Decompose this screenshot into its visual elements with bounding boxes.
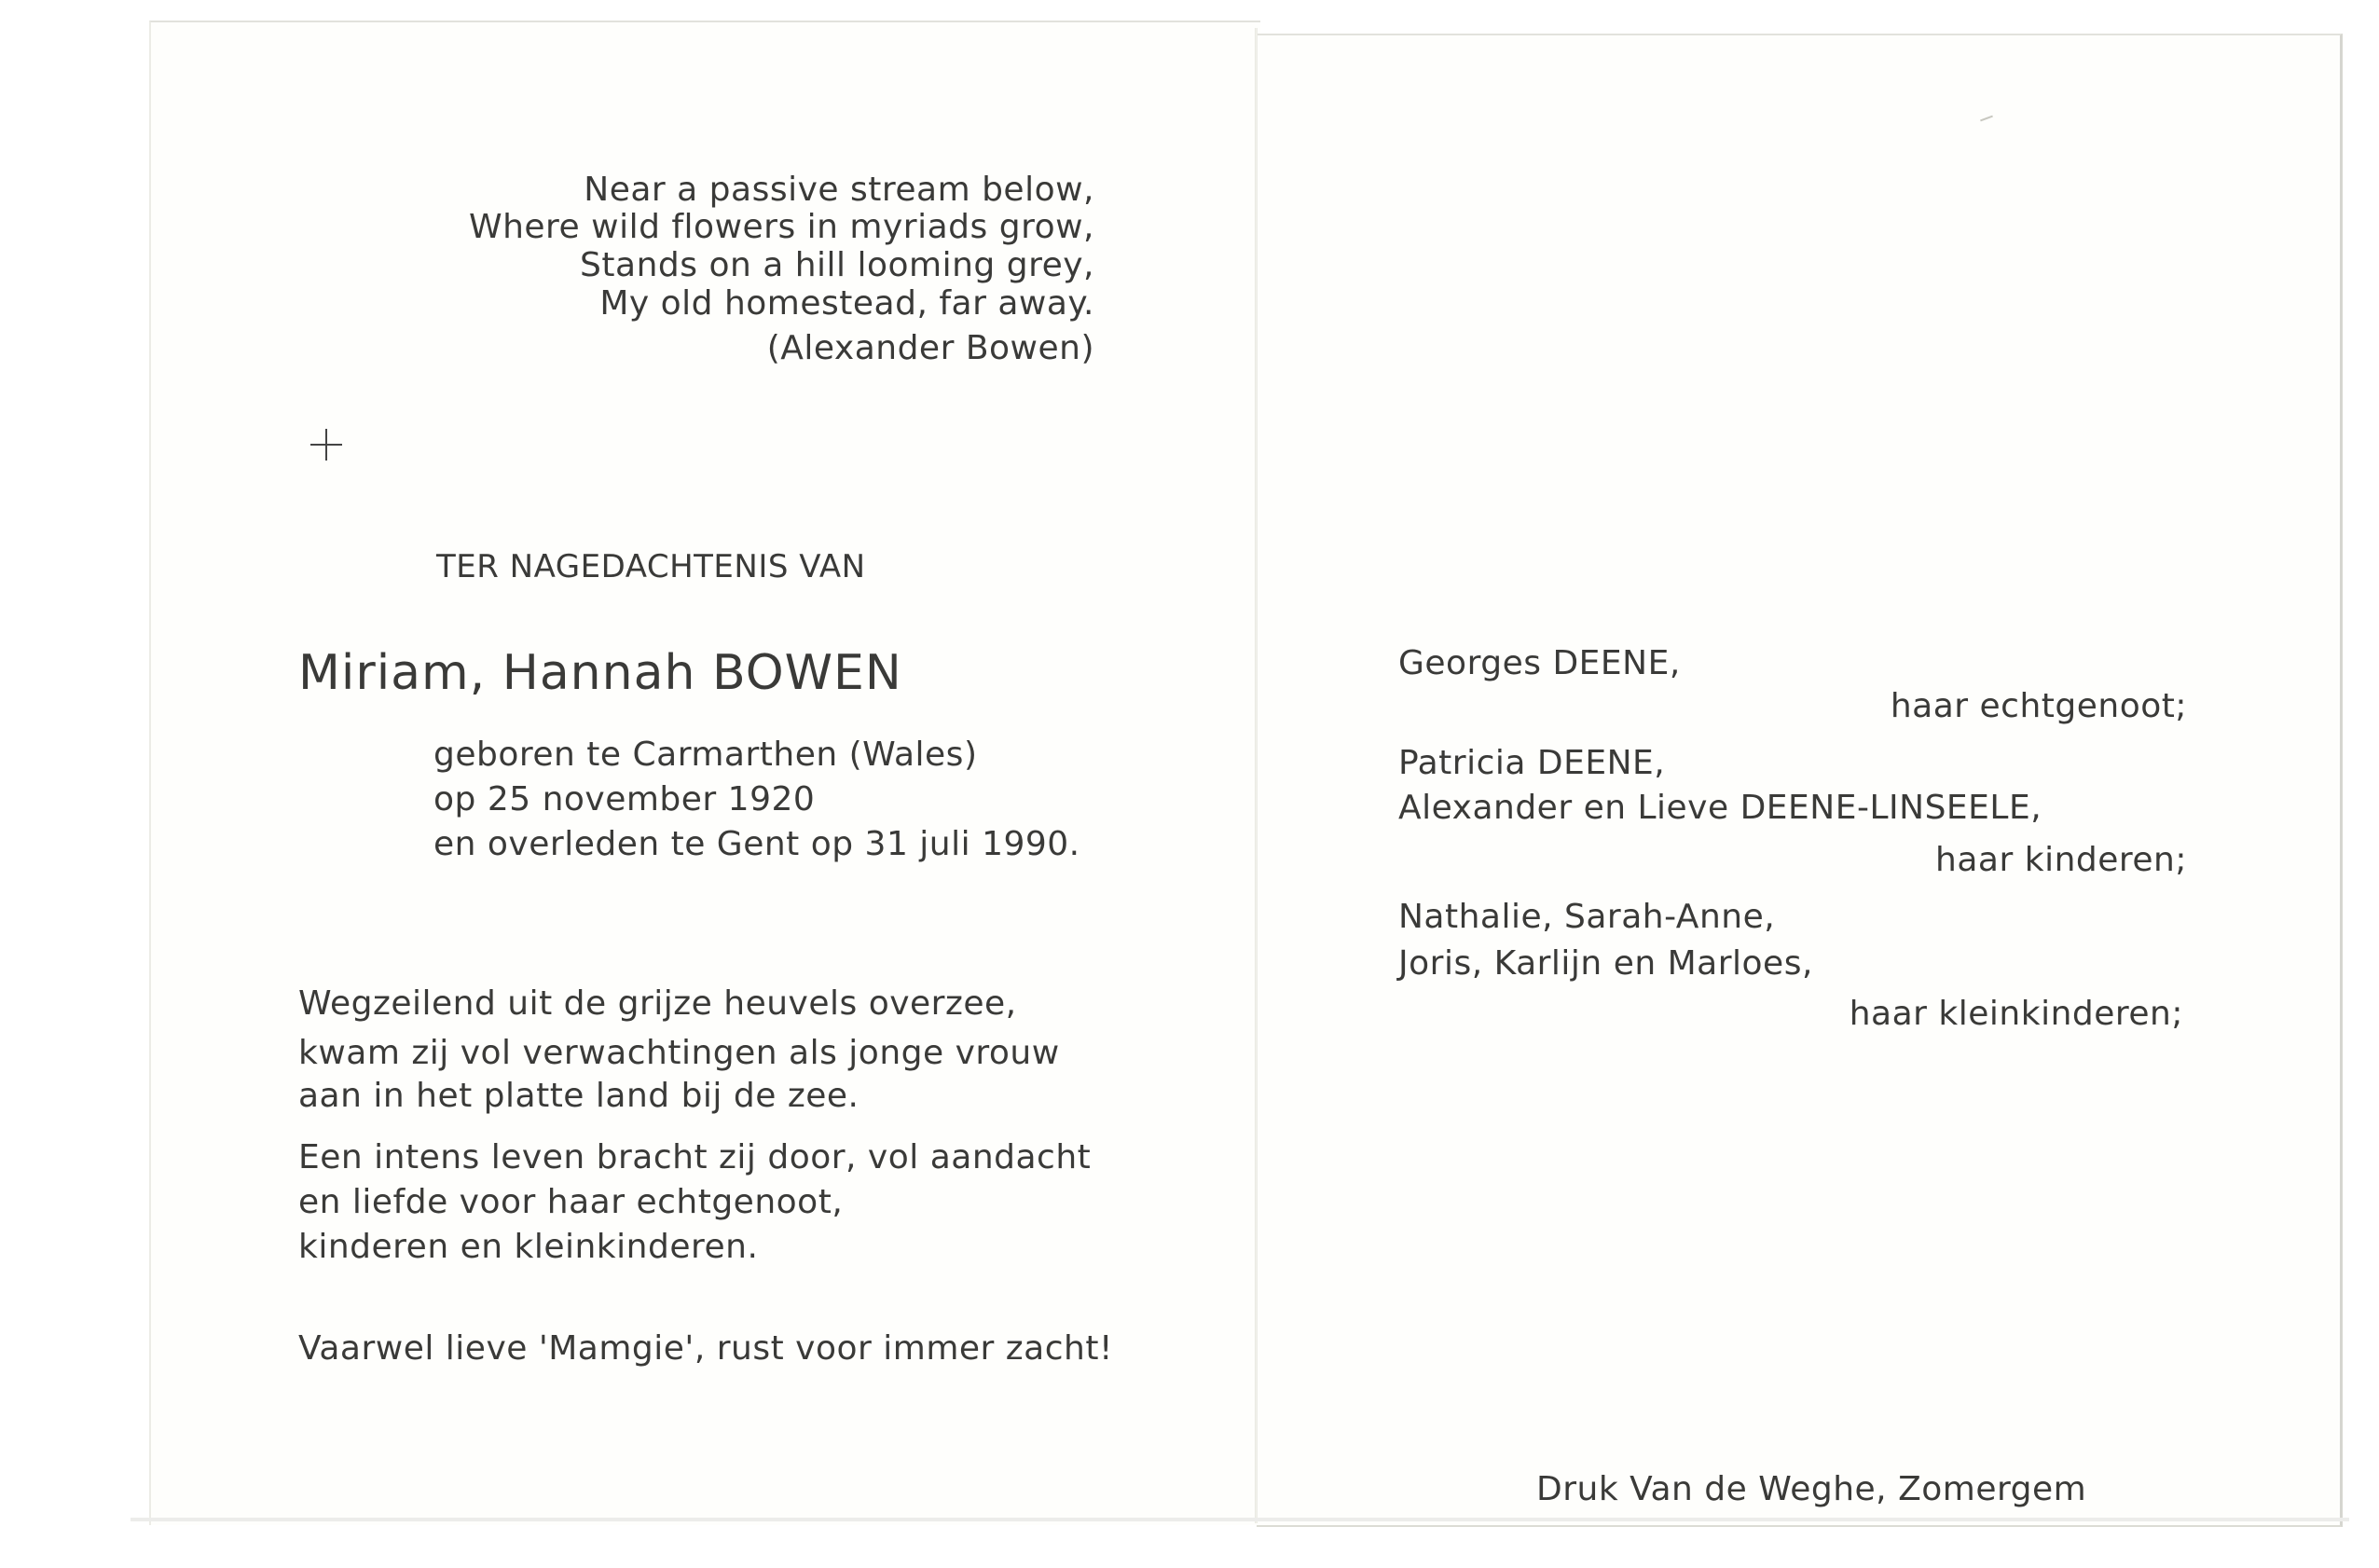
printer-credit: Druk Van de Weghe, Zomergem (1536, 1470, 2087, 1508)
grandchildren-role: haar kleinkinderen; (1849, 995, 2183, 1033)
deceased-name: Miriam, Hannah BOWEN (298, 645, 902, 701)
child-name: Patricia DEENE, (1398, 744, 1666, 782)
memorial-heading: TER NAGEDACHTENIS VAN (436, 548, 866, 585)
children-role: haar kinderen; (1935, 841, 2187, 879)
spouse-role: haar echtgenoot; (1890, 687, 2187, 725)
grandchild-names: Nathalie, Sarah-Anne, (1398, 898, 1776, 936)
tribute-line: aan in het platte land bij de zee. (298, 1077, 859, 1115)
tribute-line: en liefde voor haar echtgenoot, (298, 1183, 844, 1221)
card-fold-line (1255, 28, 1258, 1523)
tribute-line: Een intens leven bracht zij door, vol aandacht (298, 1138, 1092, 1176)
spouse-name: Georges DEENE, (1398, 644, 1681, 682)
birth-place: geboren te Carmarthen (Wales) (433, 736, 978, 774)
tribute-line: Wegzeilend uit de grijze heuvels overzee, (298, 984, 1017, 1023)
poem-line: Stands on a hill looming grey, (580, 246, 1094, 284)
birth-date: op 25 november 1920 (433, 780, 816, 818)
card-bottom-edge (131, 1518, 2349, 1521)
poem-line: Where wild flowers in myriads grow, (468, 208, 1094, 246)
poem-line: Near a passive stream below, (584, 171, 1094, 209)
death-line: en overleden te Gent op 31 juli 1990. (433, 825, 1080, 863)
farewell-line: Vaarwel lieve 'Mamgie', rust voor immer zacht! (298, 1329, 1113, 1368)
poem-attribution: (Alexander Bowen) (766, 329, 1094, 367)
poem-line: My old homestead, far away. (599, 284, 1094, 323)
child-name: Alexander en Lieve DEENE-LINSEELE, (1398, 789, 2042, 827)
tribute-line: kwam zij vol verwachtingen als jonge vrouw (298, 1034, 1060, 1072)
cross-icon (310, 429, 342, 461)
tribute-line: kinderen en kleinkinderen. (298, 1228, 759, 1266)
grandchild-names: Joris, Karlijn en Marloes, (1398, 944, 1813, 983)
